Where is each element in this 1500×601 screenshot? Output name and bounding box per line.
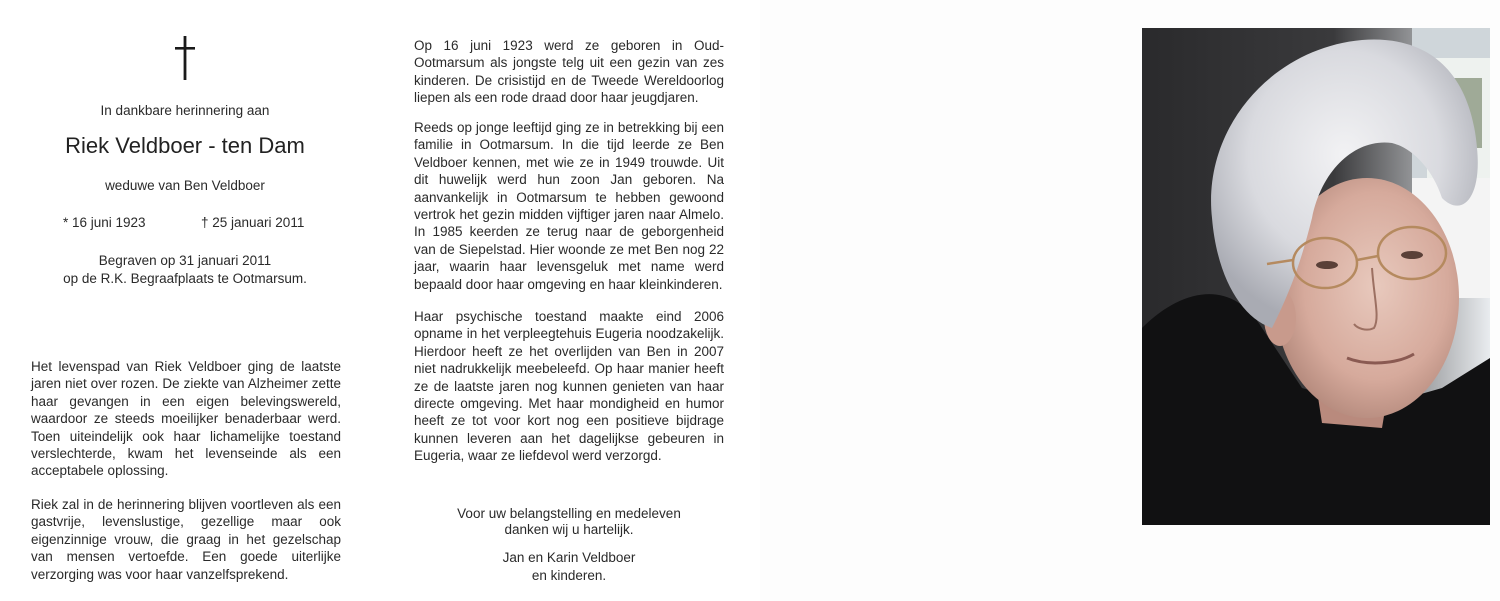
right-panel	[760, 0, 1500, 601]
birth-date: * 16 juni 1923	[63, 215, 146, 230]
portrait-photo	[1142, 28, 1490, 525]
biography-paragraph: Reeds op jonge leeftijd ging ze in betrekking bij een familie in Ootmarsum. In die tijd leerde ze Ben Veldboer kennen, met wie ze in 1949 trouwde. Uit dit huwelijk werd hun zoon Jan geboren. Na aanvankelijk in Ootmarsum te hebben gewoond vertrok het gezin midden vijftiger jaren naar Almelo. In 1985 keerden ze terug naar de geborgenheid van de Siepelstad. Hier woonde ze met Ben nog 22 jaar, waarin haar levensgeluk met name werd bepaald door haar omgeving en haar kleinkinderen.	[414, 120, 724, 292]
burial-line-1: Begraven op 31 januari 2011	[98, 253, 272, 268]
left-paragraph: Riek zal in de herinnering blijven voortleven als een gastvrije, levenslustige, gezellige maar ook eigenzinnige vrouw, die graag in het gezelschap van mensen vertoefde. Een goede uiterlijke verzorging was voor haar vanzelfsprekend.	[31, 497, 341, 582]
thanks-line-1: Voor uw belangstelling en medeleven	[457, 506, 681, 521]
left-panel	[0, 0, 370, 601]
cross-icon	[175, 36, 195, 80]
signature-line-1: Jan en Karin Veldboer	[502, 550, 636, 565]
signature-line-2: en kinderen.	[531, 568, 607, 583]
intro-text: In dankbare herinnering aan	[100, 103, 270, 118]
left-paragraph: Het levenspad van Riek Veldboer ging de laatste jaren niet over rozen. De ziekte van Alzheimer zette haar gevangen in een eigen belevingswereld, waardoor ze steeds moeilijker benaderbaar werd. Toen uiteindelijk ook haar lichamelijke toestand verslechterde, kwam het levenseinde als een acceptabele oplossing.	[31, 359, 341, 479]
biography-paragraph: Op 16 juni 1923 werd ze geboren in Oud-Ootmarsum als jongste telg uit een gezin van zes kinderen. De crisistijd en de Tweede Wereldoorlog liepen als een rode draad door haar jeugdjaren.	[414, 38, 724, 106]
middle-panel	[370, 0, 760, 601]
widow-line: weduwe van Ben Veldboer	[105, 178, 265, 193]
deceased-name: Riek Veldboer - ten Dam	[65, 133, 305, 158]
thanks-line-2: danken wij u hartelijk.	[504, 522, 634, 537]
biography-paragraph: Haar psychische toestand maakte eind 2006 opname in het verpleegtehuis Eugeria noodzakelijk. Hierdoor heeft ze het overlijden van Ben in 2007 niet nadrukkelijk meebeleefd. Op haar manier heeft ze de laatste jaren nog kunnen genieten van haar directe omgeving. Met haar mondigheid en humor heeft ze tot voor kort nog een positieve bijdrage kunnen leveren aan het dagelijkse gebeuren in Eugeria, waar ze liefdevol werd verzorgd.	[414, 309, 724, 464]
burial-line-2: op de R.K. Begraafplaats te Ootmarsum.	[63, 271, 307, 286]
death-date: † 25 januari 2011	[201, 215, 305, 230]
